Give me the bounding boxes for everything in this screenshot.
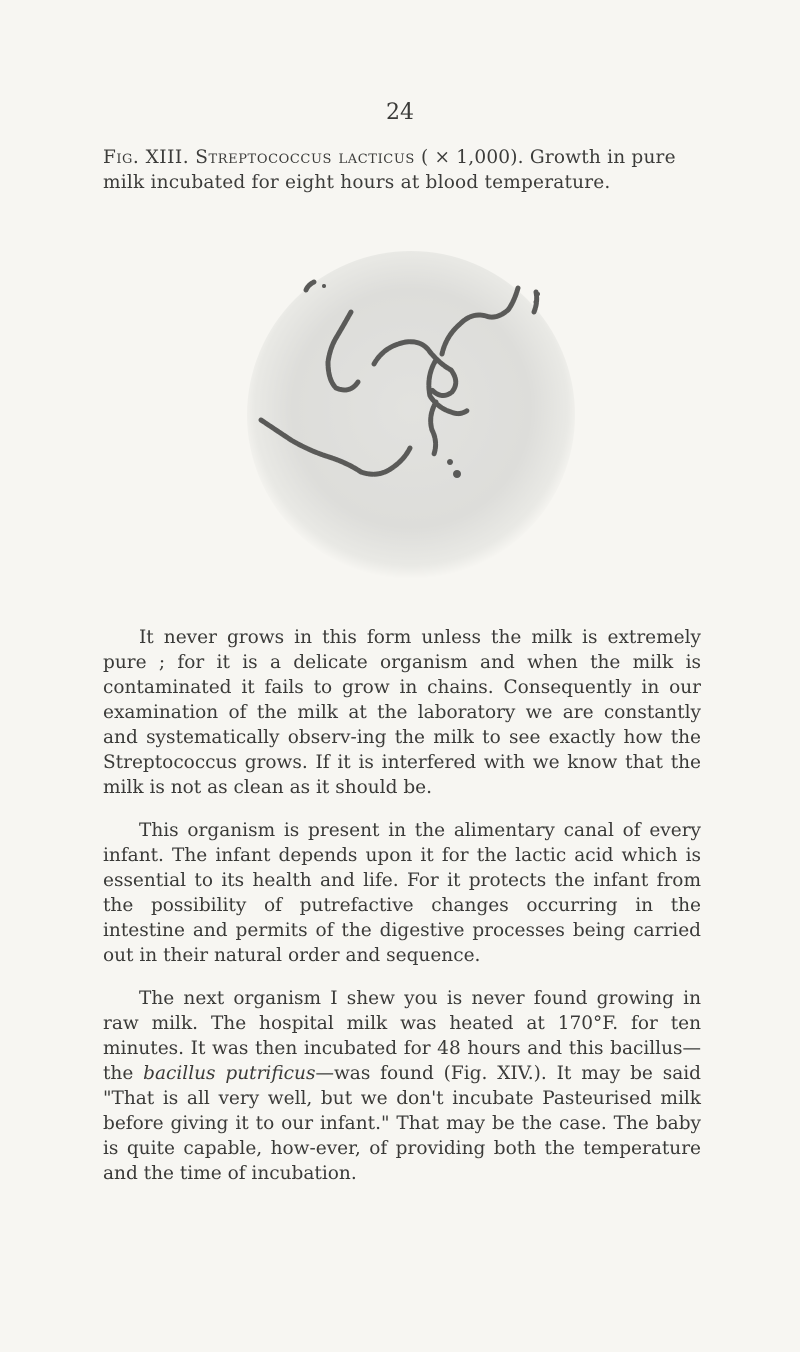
paragraph-1: It never grows in this form unless the milk is extremely pure ; for it is a delicate organism and when the milk is contaminated it fails to grow in chains. Consequently in our examination of the milk at the laboratory we are constantly and systematically observ-ing the milk to see exactly how the Streptococcus grows. If it is interfered with we know that the milk is not as clean as it should be. — [103, 627, 701, 798]
figure-title: Streptococcus lacticus — [195, 147, 415, 168]
coccus — [536, 292, 540, 296]
paragraph-3-end: —was found (Fig. XIV.). It may be said "That is all very well, but we don't incubate Pasteurised milk before giving it to our infant." That may be the case. The baby is quite capable, how-ever, of providing both the temperature and the time of incubation. — [103, 1063, 701, 1184]
coccus — [447, 459, 453, 465]
figure-label: Fig. XIII. — [103, 147, 190, 168]
body-text — [103, 625, 701, 1204]
coccus — [322, 284, 326, 288]
figure-magnification: ( × 1,000). — [421, 147, 524, 168]
microscope-field — [247, 251, 575, 579]
paragraph-3 — [103, 986, 701, 1186]
coccus — [534, 300, 539, 305]
coccus — [453, 470, 461, 478]
paragraph-3-start: The next organism I shew you is never found growing in raw milk. The hospital milk was heated at 170°F. for ten minutes. It was then incubated for 48 hours and this bacillus—the — [103, 988, 701, 1084]
figure-description: Growth in pure milk incubated for eight hours at blood temperature. — [103, 147, 676, 193]
figure-caption — [103, 145, 703, 195]
page-number: 24 — [386, 100, 414, 125]
paragraph-2: This organism is present in the alimentary canal of every infant. The infant depends upon it for the lactic acid which is essential to its health and life. For it protects the infant from the possibility of putrefactive changes occurring in the intestine and permits of the digestive processes being carried out in their natural order and sequence. — [103, 820, 701, 966]
micrograph-image — [246, 250, 576, 580]
bacillus-name: bacillus putrificus — [143, 1063, 316, 1084]
